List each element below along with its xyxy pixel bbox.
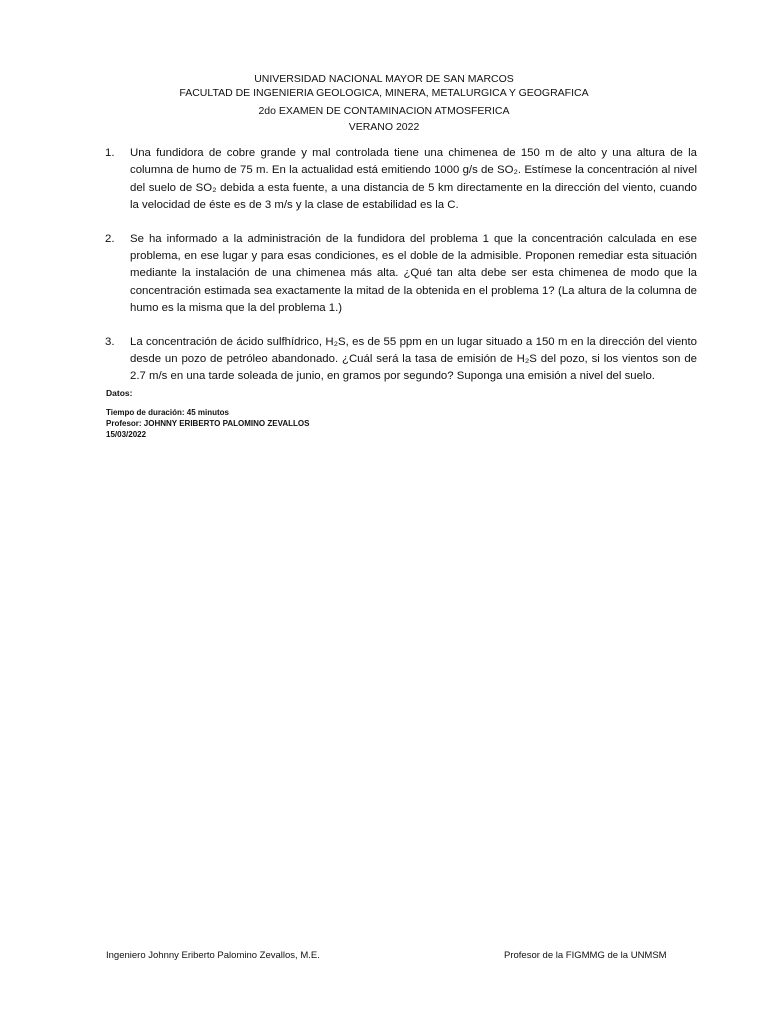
problem-number: 1.	[105, 147, 115, 159]
date-text: 15/03/2022	[106, 430, 147, 439]
problem-item	[105, 231, 697, 318]
exam-term: VERANO 2022	[348, 121, 420, 133]
problem-list	[105, 145, 697, 402]
footer-author: Ingeniero Johnny Eriberto Palomino Zevallos, M.E.	[106, 950, 320, 961]
problem-text: Se ha informado a la administración de la fundidora del problema 1 que la concentración calculada en ese problema, en ese lugar y para esas condiciones, es el doble de la admisible. Proponen remediar esta situación mediante la instalación de una chimenea más alta. ¿Qué tan alta debe ser esta chimenea de modo que la concentración estimada sea exactamente la mitad de la obtenida en el problema 1? (La altura de la columna de humo es la misma que la del problema 1.)	[130, 232, 697, 315]
exam-info	[106, 407, 309, 440]
problem-number: 3.	[105, 335, 115, 348]
exam-header	[0, 72, 768, 134]
university-name: UNIVERSIDAD NACIONAL MAYOR DE SAN MARCOS	[254, 73, 514, 85]
problem-number: 2.	[105, 232, 115, 245]
exam-title: 2do EXAMEN DE CONTAMINACION ATMOSFERICA	[258, 105, 510, 117]
problem-text: Una fundidora de cobre grande y mal controlada tiene una chimenea de 150 m de alto y una altura de la columna de humo de 75 m. En la actualidad está emitiendo 1000 g/s de SO₂. Estímese la concentración al nivel del suelo de SO₂ debida a esta fuente, a una distancia de 5 km directamente en la dirección del viento, cuando la velocidad de éste es de 3 m/s y la clase de estabilidad es la C.	[130, 147, 697, 212]
datos-label: Datos:	[106, 388, 133, 398]
duration-text: Tiempo de duración: 45 minutos	[106, 408, 229, 417]
problem-item	[105, 334, 697, 386]
faculty-name: FACULTAD DE INGENIERIA GEOLOGICA, MINERA, METALURGICA Y GEOGRAFICA	[179, 87, 589, 99]
footer-affiliation: Profesor de la FIGMMG de la UNMSM	[504, 950, 667, 961]
professor-text: Profesor: JOHNNY ERIBERTO PALOMINO ZEVALLOS	[106, 419, 310, 428]
problem-text: La concentración de ácido sulfhídrico, H₂S, es de 55 ppm en un lugar situado a 150 m en la dirección del viento desde un pozo de petróleo abandonado. ¿Cuál será la tasa de emisión de H₂S del pozo, si los vientos son de 2.7 m/s en una tarde soleada de junio, en gramos por segundo? Suponga una emisión a nivel del suelo.	[130, 335, 697, 383]
problem-item	[105, 145, 697, 215]
